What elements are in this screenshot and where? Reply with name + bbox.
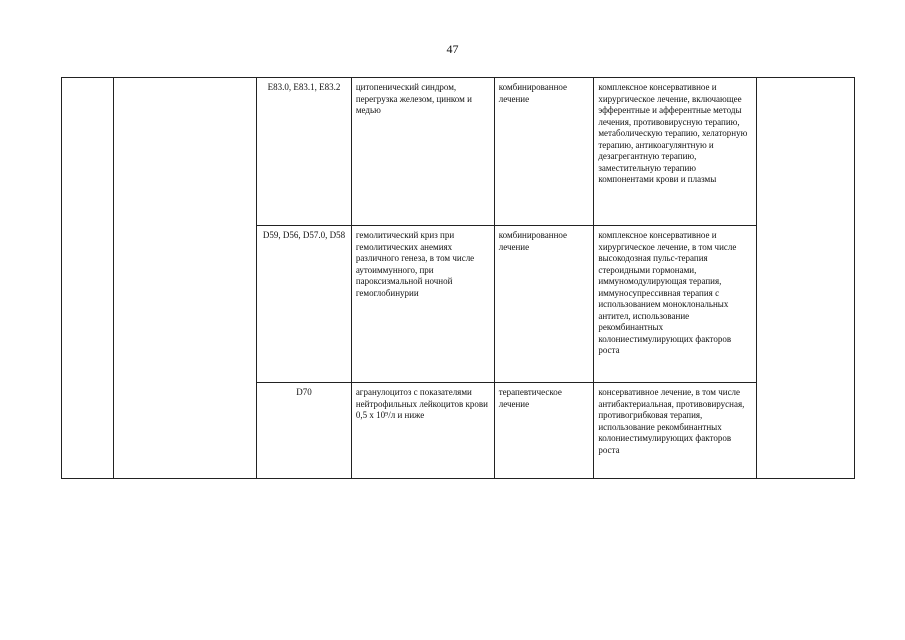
icd-codes-cell: D59, D56, D57.0, D58 — [257, 226, 352, 383]
treatment-type-cell: терапевтическое лечение — [494, 383, 594, 479]
table-row — [62, 78, 855, 226]
icd-codes-cell: D70 — [257, 383, 352, 479]
page-number: 47 — [446, 42, 459, 56]
empty-cell-number — [62, 78, 114, 479]
medical-care-table — [61, 77, 855, 479]
diagnosis-cell: гемолитический криз при гемолитических анемиях различного генеза, в том числе аутоиммунного, при пароксизмальной ночной гемоглобинурии — [351, 226, 494, 383]
diagnosis-cell: цитопенический синдром, перегрузка железом, цинком и медью — [351, 78, 494, 226]
treatment-method-cell: комплексное консервативное и хирургическое лечение, включающее эфферентные и афферентные методы лечения, противовирусную терапию, метаболическую терапию, хелаторную терапию, антикоагулянтную и дезагрегантную терапию, заместительную терапию компонентами крови и плазмы — [594, 78, 757, 226]
empty-cell-cost — [757, 78, 855, 479]
treatment-method-cell: консервативное лечение, в том числе антибактериальная, противовирусная, противогрибковая терапия, использование рекомбинантных колониестимулирующих факторов роста — [594, 383, 757, 479]
treatment-method-cell: комплексное консервативное и хирургическое лечение, в том числе высокодозная пульс-терапия стероидными гормонами, иммуномодулирующая терапия, иммуносупрессивная терапия с использованием моноклональных антител, использование рекомбинантных колониестимулирующих факторов роста — [594, 226, 757, 383]
diagnosis-cell: агранулоцитоз с показателями нейтрофильных лейкоцитов крови 0,5 х 10⁹/л и ниже — [351, 383, 494, 479]
empty-cell-profile — [114, 78, 257, 479]
treatment-type-cell: комбинированное лечение — [494, 226, 594, 383]
treatment-type-cell: комбинированное лечение — [494, 78, 594, 226]
icd-codes-cell: E83.0, E83.1, E83.2 — [257, 78, 352, 226]
